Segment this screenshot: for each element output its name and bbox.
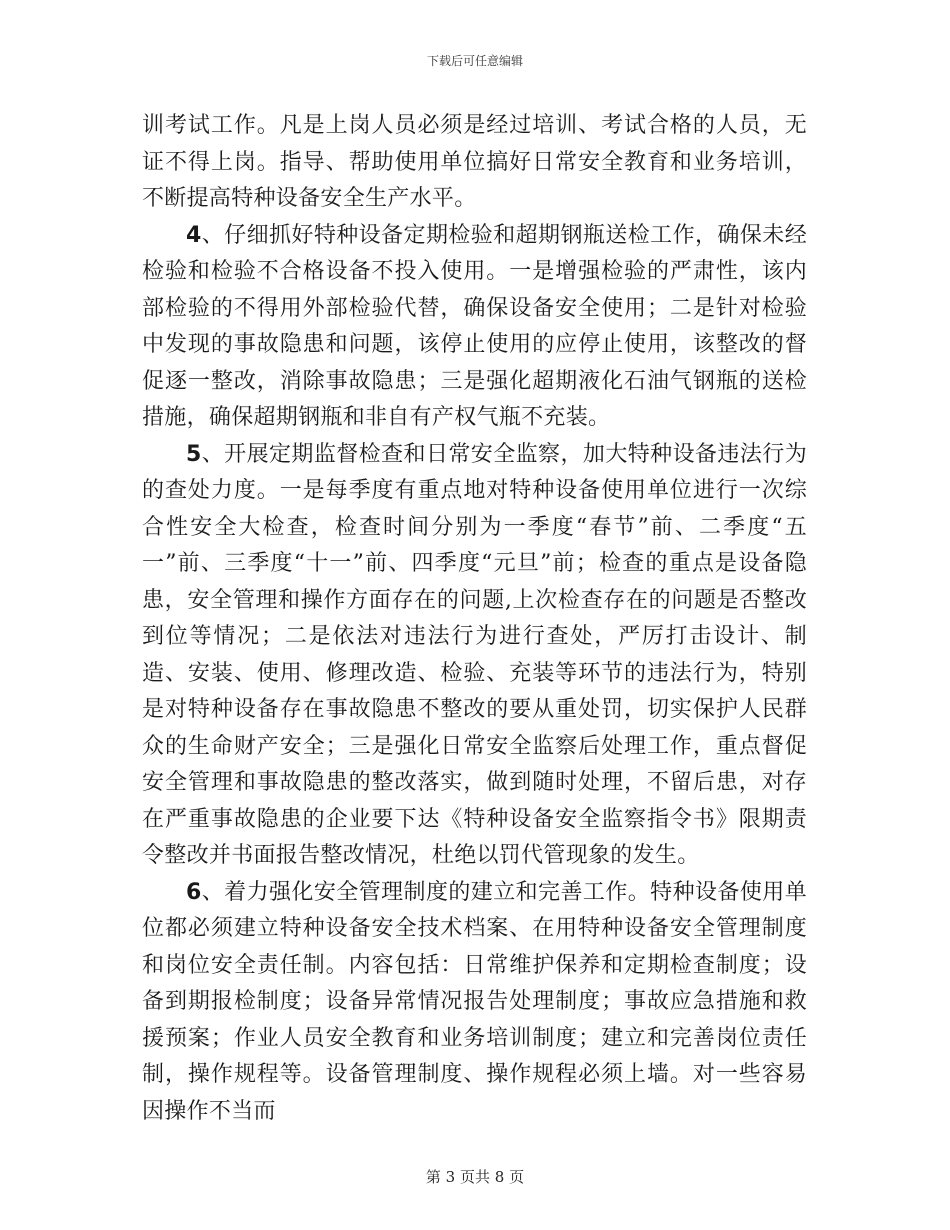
page-footer: 第 3 页共 8 页 (425, 1168, 525, 1186)
paragraph-item-6 (142, 875, 807, 1131)
item-number: 4 (186, 222, 202, 248)
paragraph-text: 、着力强化安全管理制度的建立和完善工作。特种设备使用单位都必须建立特种设备安全技术档案、在用特种设备安全管理制度和岗位安全责任制。内容包括：日常维护保养和定期检查制度；设备到期报检制度；设备异常情况报告处理制度；事故应急措施和救援预案；作业人员安全教育和业务培训制度；建立和完善岗位责任制，操作规程等。设备管理制度、操作规程必须上墙。对一些容易因操作不当而 (142, 879, 807, 1124)
paragraph-item-4 (142, 218, 807, 437)
paragraph-text: 、仔细抓好特种设备定期检验和超期钢瓶送检工作，确保未经检验和检验不合格设备不投入使用。一是增强检验的严肃性，该内部检验的不得用外部检验代替，确保设备安全使用；二是针对检验中发现的事故隐患和问题，该停止使用的应停止使用，该整改的督促逐一整改，消除事故隐患；三是强化超期液化石油气钢瓶的送检措施，确保超期钢瓶和非自有产权气瓶不充装。 (142, 222, 807, 430)
item-number: 6 (186, 879, 202, 905)
document-body (142, 108, 807, 1130)
paragraph-item-5 (142, 437, 807, 875)
paragraph-text: 训考试工作。凡是上岗人员必须是经过培训、考试合格的人员，无证不得上岗。指导、帮助使用单位搞好日常安全教育和业务培训，不断提高特种设备安全生产水平。 (142, 113, 807, 211)
item-number: 5 (186, 441, 202, 467)
paragraph-text: 、开展定期监督检查和日常安全监察，加大特种设备违法行为的查处力度。一是每季度有重点地对特种设备使用单位进行一次综合性安全大检查，检查时间分别为一季度“春节”前、二季度“五一”前、三季度“十一”前、四季度“元旦”前；检查的重点是设备隐患，安全管理和操作方面存在的问题,上次检查存在的问题是否整改到位等情况；二是依法对违法行为进行查处，严厉打击设计、制造、安装、使用、修理改造、检验、充装等环节的违法行为，特别是对特种设备存在事故隐患不整改的要从重处罚，切实保护人民群众的生命财产安全；三是强化日常安全监察后处理工作，重点督促安全管理和事故隐患的整改落实，做到随时处理，不留后患，对存在严重事故隐患的企业要下达《特种设备安全监察指令书》限期责令整改并书面报告整改情况，杜绝以罚代管现象的发生。 (142, 441, 807, 868)
paragraph-continuation (142, 108, 807, 218)
page-header: 下载后可任意编辑 (426, 54, 523, 68)
